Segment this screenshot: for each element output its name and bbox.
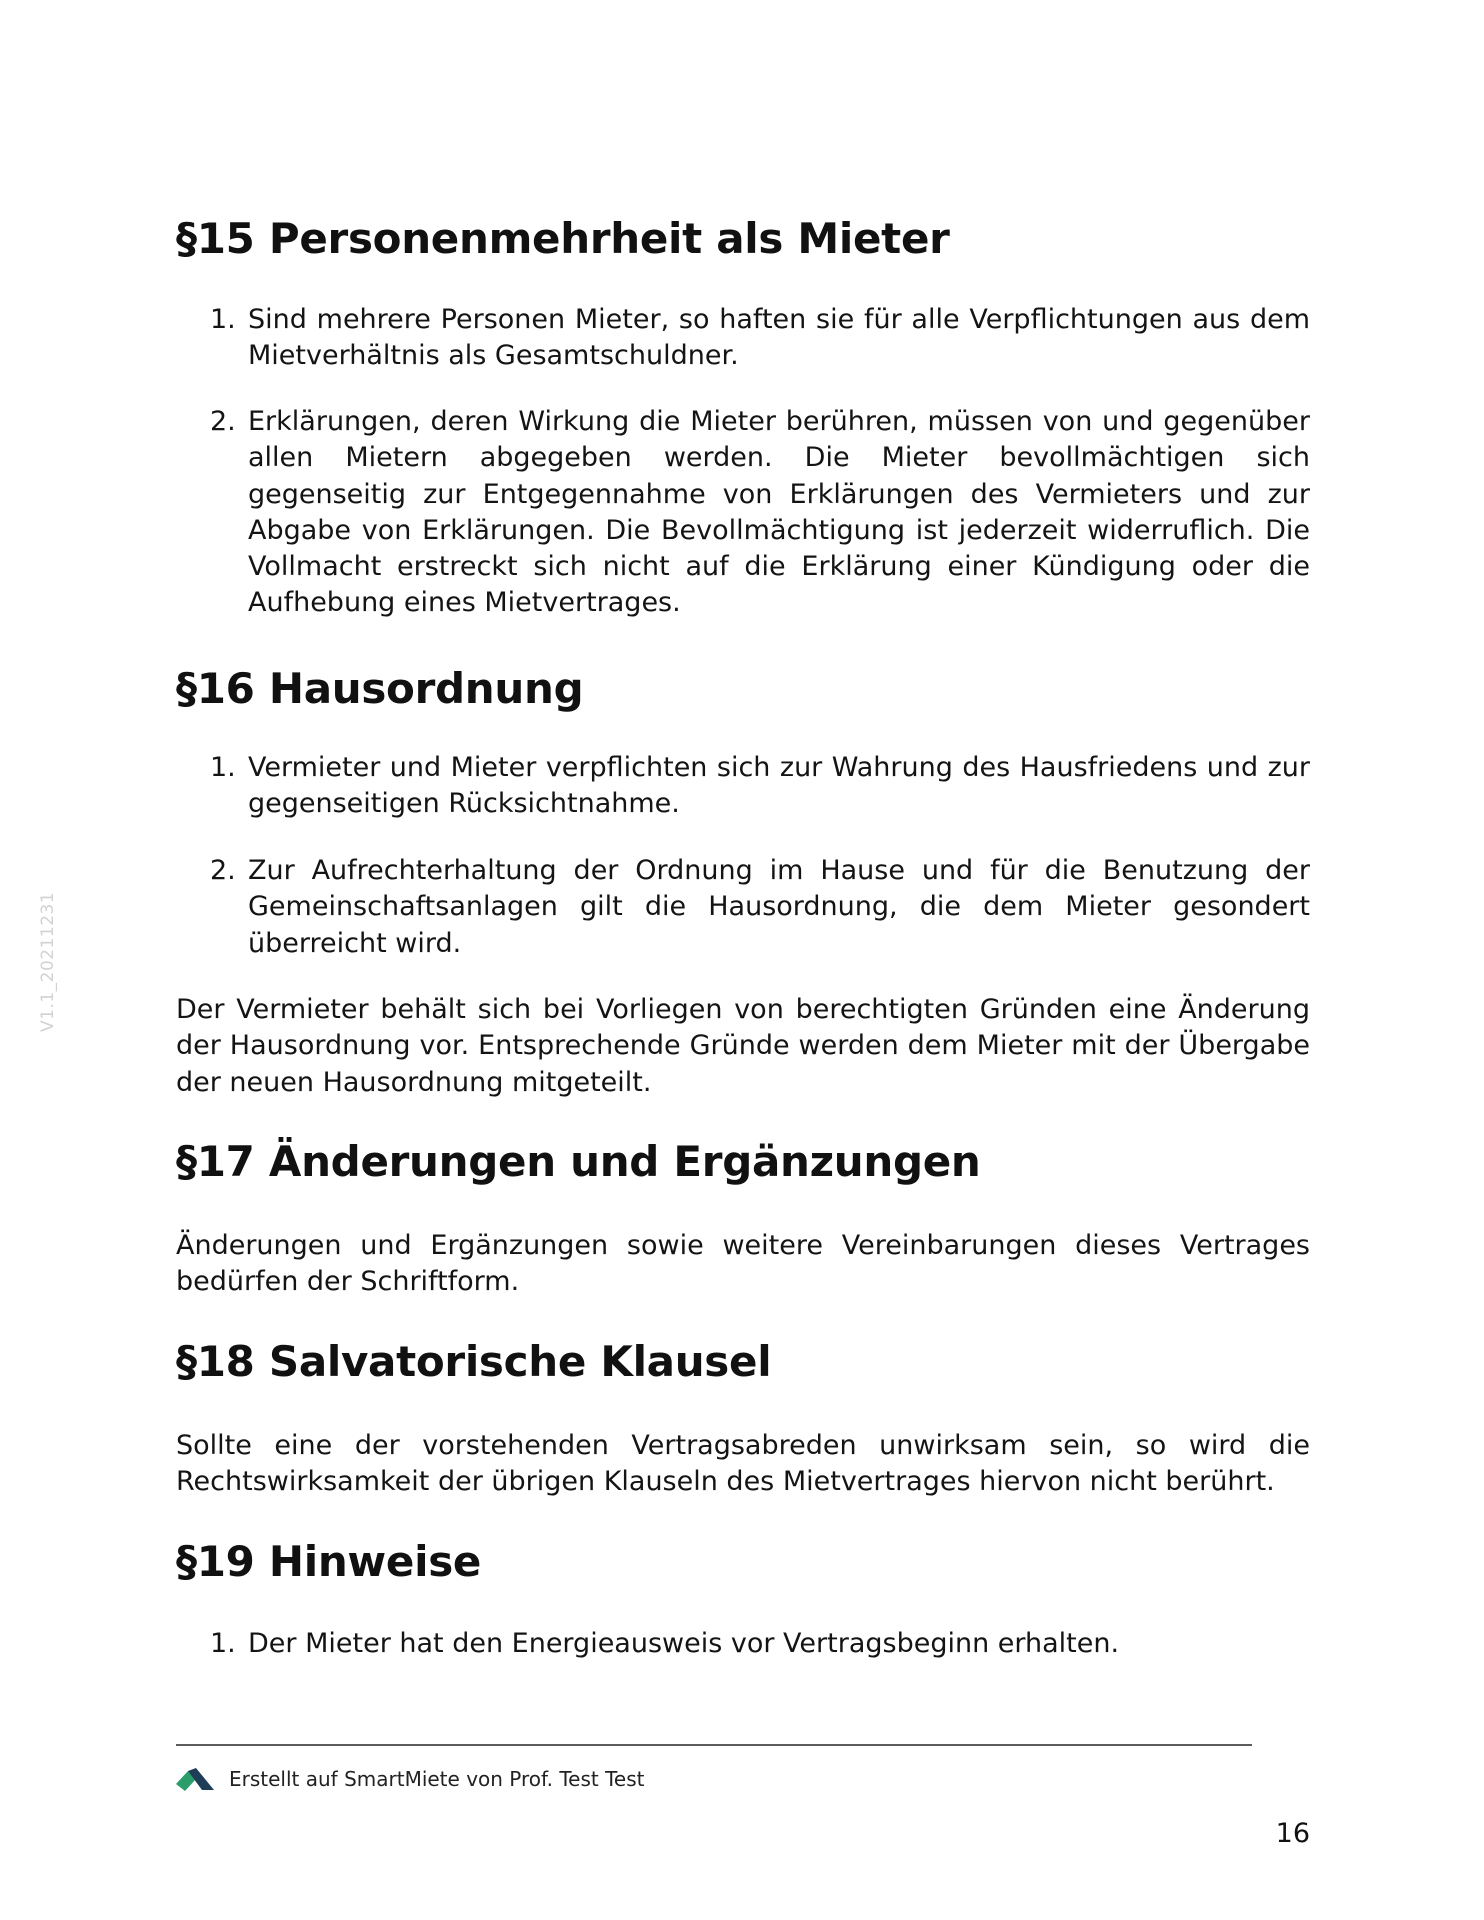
list-item-text: Zur Aufrechterhaltung der Ordnung im Hause und für die Benutzung der Gemeinschaftsanlagen gilt die Hausordnung, die dem Mieter gesondert überreicht wird. <box>248 855 1310 959</box>
section-18-paragraph: Sollte eine der vorstehenden Vertragsabreden unwirksam sein, so wird die Rechtswirksamkeit der übrigen Klauseln des Mietvertrages hiervon nicht berührt. <box>176 1430 1310 1498</box>
section-17-paragraph: Änderungen und Ergänzungen sowie weitere Vereinbarungen dieses Vertrages bedürfen der Schriftform. <box>176 1230 1310 1298</box>
smartmiete-logo-icon <box>176 1768 214 1792</box>
footer-divider <box>176 1744 1252 1746</box>
footer-text: Erstellt auf SmartMiete von Prof. Test Test <box>229 1767 645 1791</box>
section-17-heading: §17 Änderungen und Ergänzungen <box>176 1137 981 1186</box>
list-item <box>210 404 1310 622</box>
list-item-text: Erklärungen, deren Wirkung die Mieter berühren, müssen von und gegenüber allen Mietern abgegeben werden. Die Mieter bevollmächtigen sich gegenseitig zur Entgegennahme von Erklärungen des Vermieters und zur Abgabe von Erklärungen. Die Bevollmächtigung ist jederzeit widerruflich. Die Vollmacht erstreckt sich nicht auf die Erklärung einer Kündigung oder die Aufhebung eines Mietvertrages. <box>248 406 1310 619</box>
section-16-paragraph: Der Vermieter behält sich bei Vorliegen von berechtigten Gründen eine Änderung der Hausordnung vor. Entsprechende Gründe werden dem Mieter mit der Übergabe der neuen Hausordnung mitgeteilt. <box>176 994 1310 1098</box>
list-item <box>210 1626 1310 1662</box>
list-item-number: 1. <box>210 752 236 783</box>
section-19-heading: §19 Hinweise <box>176 1537 482 1586</box>
list-item-text: Der Mieter hat den Energieausweis vor Vertragsbeginn erhalten. <box>248 1628 1120 1659</box>
list-item-number: 1. <box>210 304 236 335</box>
list-item-text: Sind mehrere Personen Mieter, so haften sie für alle Verpflichtungen aus dem Mietverhältnis als Gesamtschuldner. <box>248 304 1310 372</box>
section-16-heading: §16 Hausordnung <box>176 664 584 713</box>
list-item-text: Vermieter und Mieter verpflichten sich zur Wahrung des Hausfriedens und zur gegenseitigen Rücksichtnahme. <box>248 752 1310 820</box>
section-15-heading: §15 Personenmehrheit als Mieter <box>176 214 950 263</box>
list-item-number: 2. <box>210 406 236 437</box>
section-18-heading: §18 Salvatorische Klausel <box>176 1337 772 1386</box>
list-item-number: 1. <box>210 1628 236 1659</box>
list-item-number: 2. <box>210 855 236 886</box>
page-number: 16 <box>1275 1818 1310 1849</box>
list-item <box>210 750 1310 823</box>
list-item <box>210 302 1310 375</box>
version-tag: V1.1_20211231 <box>38 891 58 1032</box>
list-item <box>210 853 1310 962</box>
